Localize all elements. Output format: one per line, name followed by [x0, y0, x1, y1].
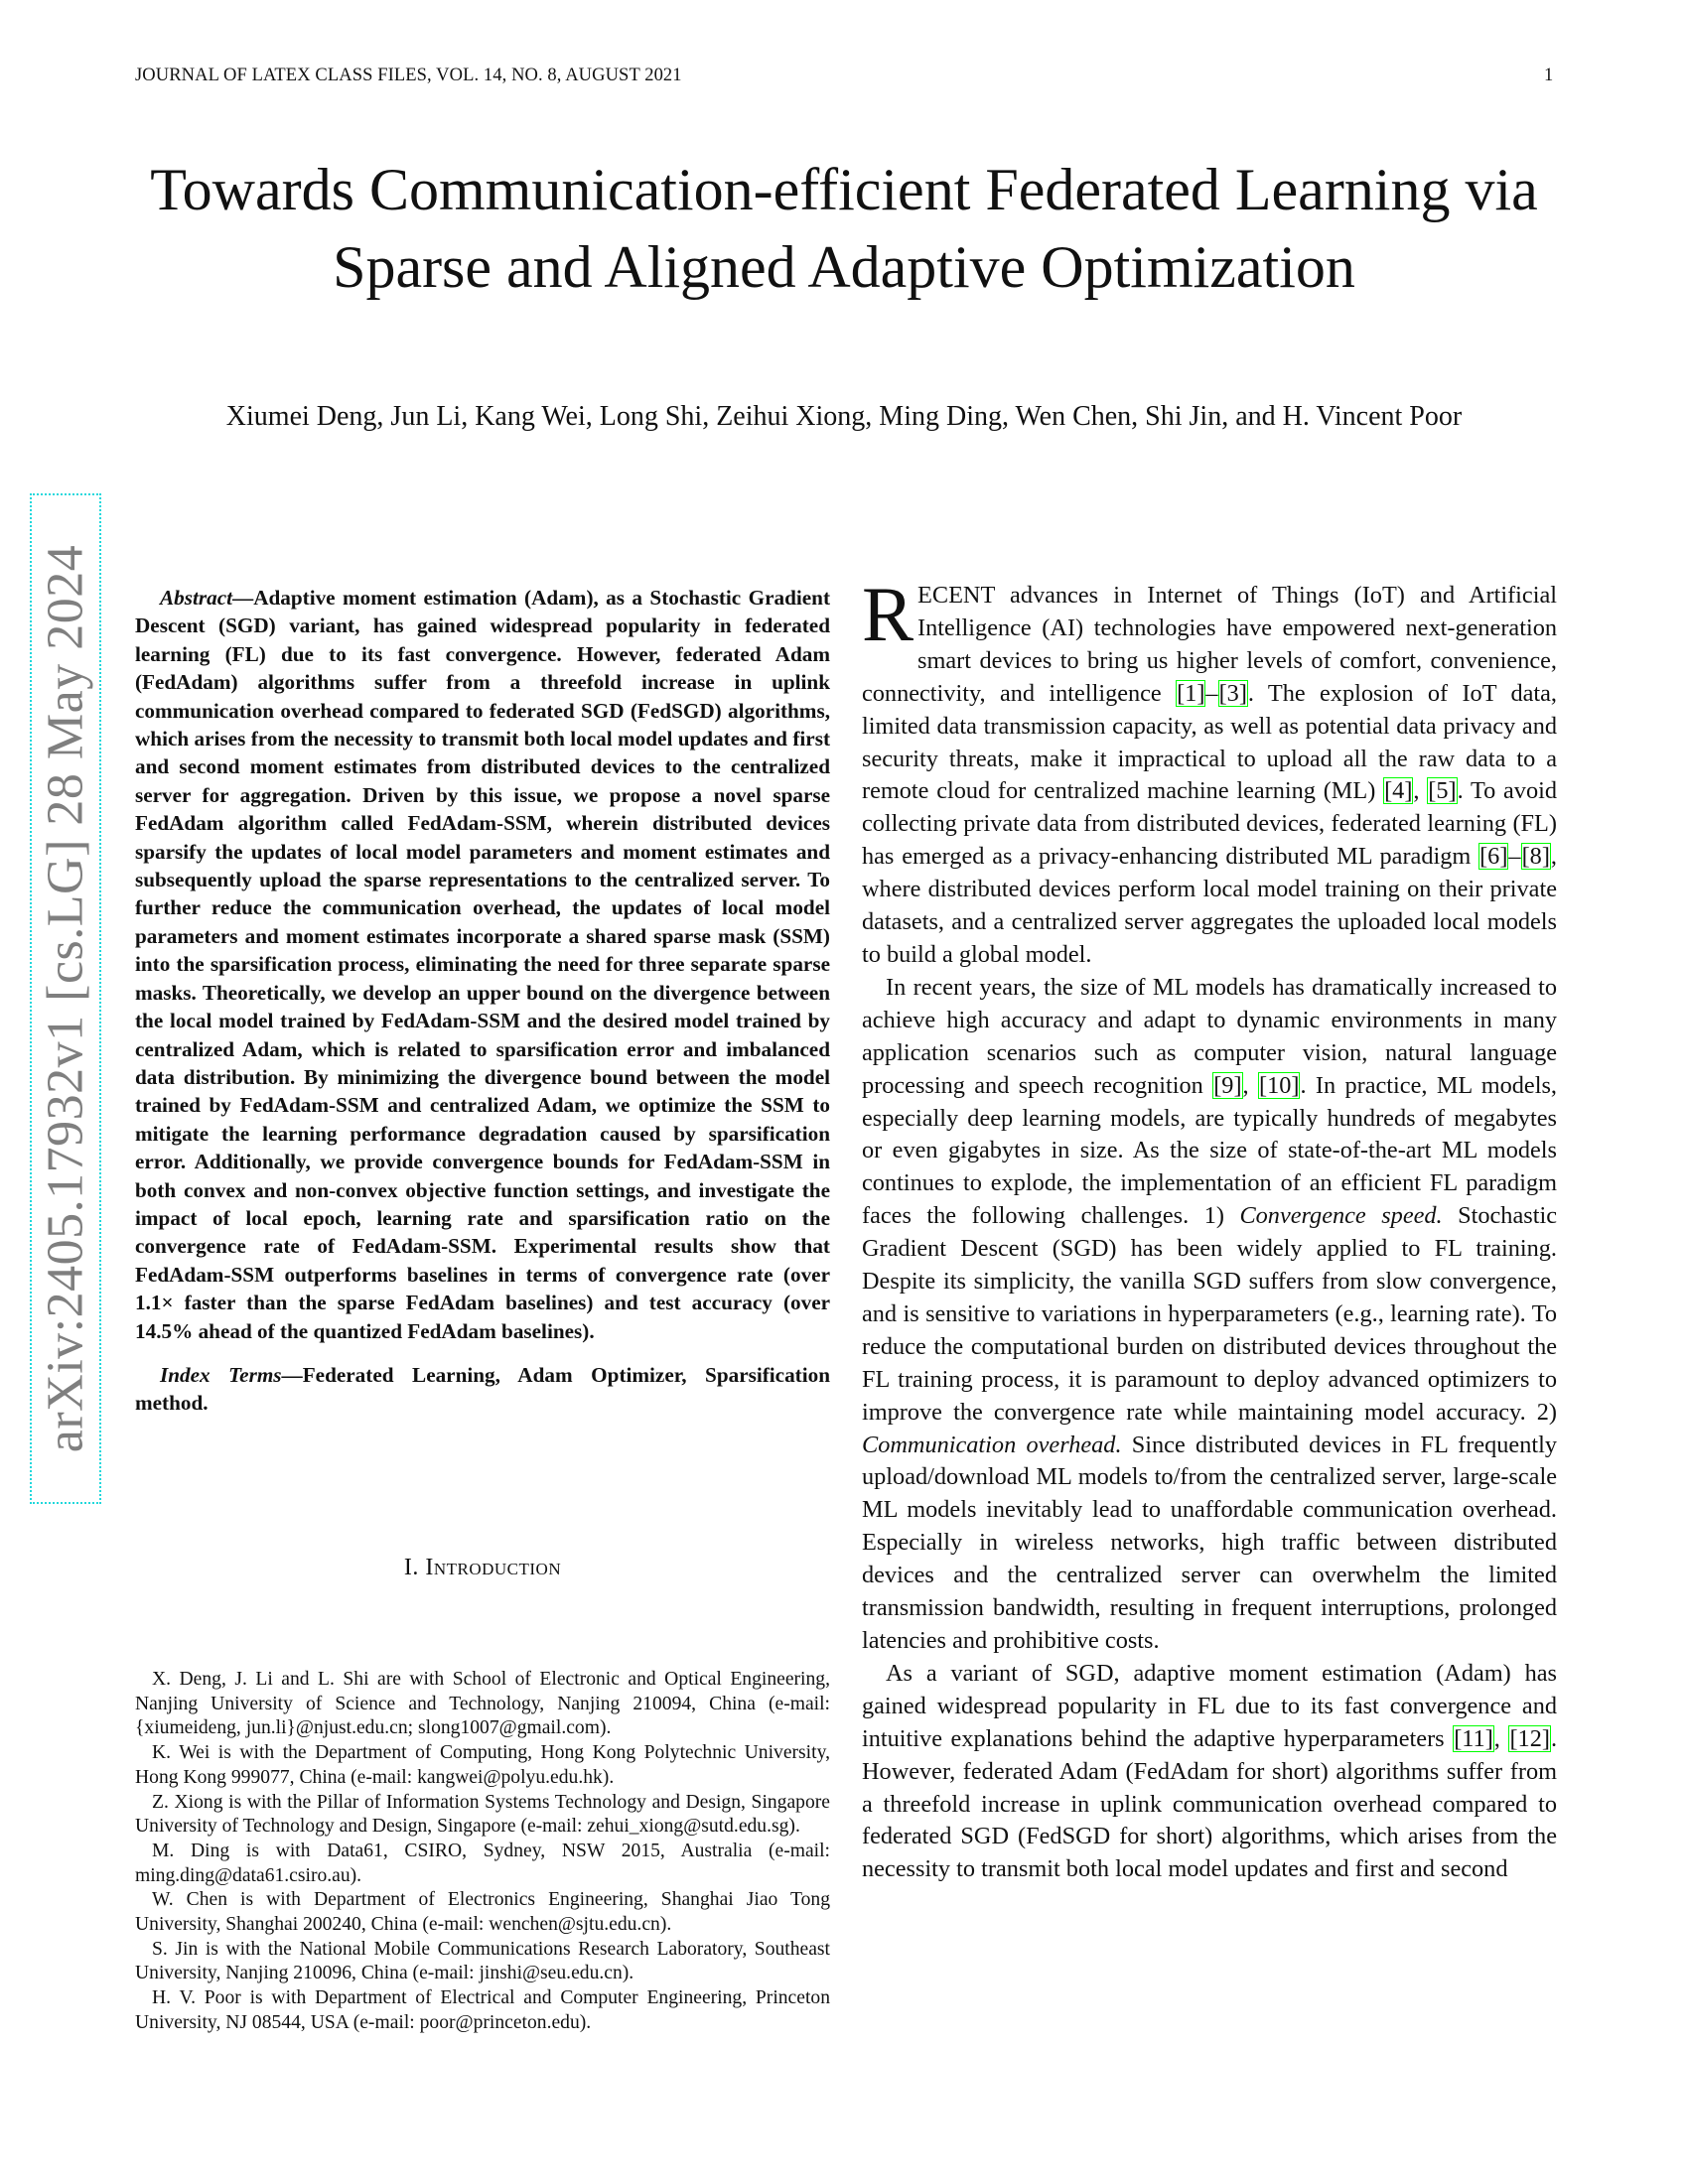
- body-text: –: [1508, 843, 1521, 871]
- affiliation-footnotes: [135, 1668, 830, 2036]
- citation-link[interactable]: [10]: [1258, 1071, 1300, 1099]
- emphasized-text: Communication overhead.: [862, 1431, 1122, 1458]
- body-text: . However, federated Adam (FedAdam for short) algorithms suffer from a threefold increase in uplink communication overhead compared to federated SGD (FedSGD for short) algorithms, which arises from the necessity to transmit both local model updates and first and second: [862, 1724, 1558, 1883]
- arxiv-stamp[interactable]: [30, 493, 101, 1504]
- footnote: Z. Xiong is with the Pillar of Information Systems Technology and Design, Singapore University of Technology and Design, Singapore (e-mail: zehui_xiong@sutd.edu.sg).: [135, 1791, 830, 1838]
- running-header: JOURNAL OF LATEX CLASS FILES, VOL. 14, NO. 8, AUGUST 2021: [135, 66, 682, 85]
- citation-link[interactable]: [6]: [1479, 843, 1508, 871]
- citation-link[interactable]: [8]: [1521, 843, 1550, 871]
- intro-paragraph: [862, 1658, 1557, 1886]
- left-column: [135, 584, 830, 1418]
- body-text: –: [1205, 679, 1218, 707]
- footnote: M. Ding is with Data61, CSIRO, Sydney, NSW 2015, Australia (e-mail: ming.ding@data61.csiro.au).: [135, 1840, 830, 1886]
- body-text: . The explosion of IoT data, limited data transmission capacity, as well as potential data privacy and security threats, make it impractical to upload all the raw data to a remote cloud for centralized machine learning (ML): [862, 679, 1558, 805]
- index-terms-text: —Federated Learning, Adam Optimizer, Sparsification method.: [135, 1362, 830, 1416]
- body-text: As a variant of SGD, adaptive moment estimation (Adam) has gained widespread popularity in FL due to its fast convergence and intuitive explanations behind the adaptive hyperparameters: [862, 1659, 1557, 1752]
- introduction-body: [862, 571, 1558, 1886]
- intro-paragraph: [862, 571, 1558, 972]
- index-terms: [135, 1361, 830, 1418]
- drop-cap: R: [862, 571, 914, 657]
- citation-link[interactable]: [9]: [1213, 1071, 1242, 1099]
- footnote: W. Chen is with Department of Electronics Engineering, Shanghai Jiao Tong University, Shanghai 200240, China (e-mail: wenchen@sjtu.edu.cn).: [135, 1889, 830, 1936]
- body-text: ,: [1242, 1071, 1258, 1099]
- body-text: In recent years, the size of ML models has dramatically increased to achieve high accuracy and adapt to dynamic environments in many application scenarios such as computer vision, natural language processing and speech recognition: [862, 973, 1557, 1099]
- citation-link[interactable]: [5]: [1428, 777, 1457, 805]
- citation-link[interactable]: [12]: [1509, 1724, 1550, 1752]
- body-text: ,: [1413, 777, 1428, 805]
- abstract: [135, 584, 830, 1345]
- page-number: 1: [1544, 66, 1554, 85]
- citation-link[interactable]: [1]: [1177, 679, 1205, 707]
- body-text: ECENT advances in Internet of Things (IoT) and Artificial Intelligence (AI) technologies have empowered next-generation smart devices to bring us higher levels of comfort, convenience, connectivity, and intelligence: [862, 582, 1557, 707]
- intro-paragraph: [862, 972, 1557, 1658]
- arxiv-stamp-text: arXiv:2405.17932v1 [cs.LG] 28 May 2024: [37, 544, 94, 1453]
- abstract-label: Abstract: [160, 586, 232, 610]
- body-text: Stochastic Gradient Descent (SGD) has been widely applied to FL training. Despite its simplicity, the vanilla SGD suffers from slow convergence, and is sensitive to variations in hyperparameters (e.g., learning rate). To reduce the computational burden on distributed devices throughout the FL training process, it is paramount to deploy advanced optimizers to improve the convergence rate while maintaining model accuracy. 2): [862, 1202, 1557, 1426]
- body-text: Since distributed devices in FL frequently upload/download ML models to/from the centralized server, large-scale ML models inevitably lead to unaffordable communication overhead. Especially in wireless networks, high traffic between distributed devices and the centralized server can overwhelm the limited transmission bandwidth, resulting in frequent interruptions, prolonged latencies and prohibitive costs.: [862, 1431, 1557, 1654]
- citation-link[interactable]: [11]: [1454, 1724, 1493, 1752]
- footnote: X. Deng, J. Li and L. Shi are with School of Electronic and Optical Engineering, Nanjing University of Science and Technology, Nanjing 210094, China (e-mail: {xiumeideng, jun.li}@njust.edu.cn; slong1007@gmail.com).: [135, 1669, 830, 1739]
- abstract-text: —Adaptive moment estimation (Adam), as a Stochastic Gradient Descent (SGD) variant, has gained widespread popularity in federated learning (FL) due to its fast convergence. However, federated Adam (FedAdam) algorithms suffer from a threefold increase in uplink communication overhead compared to federated SGD (FedSGD) algorithms, which arises from the necessity to transmit both local model updates and first and second moment estimates from distributed devices to the centralized server for aggregation. Driven by this issue, we propose a novel sparse FedAdam algorithm called FedAdam-SSM, wherein distributed devices sparsify the updates of local model parameters and moment estimates and subsequently upload the sparse representations to the centralized server. To further reduce the communication overhead, the updates of local model parameters and moment estimates incorporate a shared sparse mask (SSM) into the sparsification process, eliminating the need for three separate sparse masks. Theoretically, we develop an upper bound on the divergence between the local model trained by FedAdam-SSM and the desired model trained by centralized Adam, which is related to sparsification error and imbalanced data distribution. By minimizing the divergence bound between the model trained by FedAdam-SSM and centralized Adam, we optimize the SSM to mitigate the learning performance degradation caused by sparsification error. Additionally, we provide convergence bounds for FedAdam-SSM in both convex and non-convex objective function settings, and investigate the impact of local epoch, learning rate and sparsification ratio on the convergence rate of FedAdam-SSM. Experimental results show that FedAdam-SSM outperforms baselines in terms of convergence rate (over 1.1× faster than the sparse FedAdam baselines) and test accuracy (over 14.5% ahead of the quantized FedAdam baselines).: [135, 586, 830, 1343]
- body-text: ,: [1493, 1724, 1509, 1752]
- citation-link[interactable]: [3]: [1218, 679, 1247, 707]
- paper-title: Towards Communication-efficient Federated Learning via Sparse and Aligned Adaptive Optimization: [150, 157, 1538, 300]
- index-terms-label: Index Terms: [160, 1362, 282, 1387]
- author-list: Xiumei Deng, Jun Li, Kang Wei, Long Shi, Zeihui Xiong, Ming Ding, Wen Chen, Shi Jin, and H. Vincent Poor: [225, 401, 1463, 432]
- section-heading: I. Introduction: [403, 1555, 562, 1580]
- footnote: S. Jin is with the National Mobile Communications Research Laboratory, Southeast University, Nanjing 210096, China (e-mail: jinshi@seu.edu.cn).: [135, 1938, 830, 1984]
- footnote: H. V. Poor is with Department of Electrical and Computer Engineering, Princeton University, NJ 08544, USA (e-mail: poor@princeton.edu).: [135, 1987, 830, 2033]
- emphasized-text: Convergence speed.: [1239, 1202, 1443, 1230]
- footnote: K. Wei is with the Department of Computing, Hong Kong Polytechnic University, Hong Kong 999077, China (e-mail: kangwei@polyu.edu.hk).: [135, 1742, 830, 1788]
- body-text: . To avoid collecting private data from distributed devices, federated learning (FL) has emerged as a privacy-enhancing distributed ML paradigm: [862, 777, 1557, 871]
- body-text: . In practice, ML models, especially deep learning models, are typically hundreds of megabytes or even gigabytes in size. As the size of state-of-the-art ML models continues to explode, the implementation of an efficient FL paradigm faces the following challenges. 1): [862, 1071, 1557, 1230]
- citation-link[interactable]: [4]: [1384, 777, 1413, 805]
- body-text: , where distributed devices perform local model training on their private datasets, and a centralized server aggregates the uploaded local models to build a global model.: [862, 843, 1557, 968]
